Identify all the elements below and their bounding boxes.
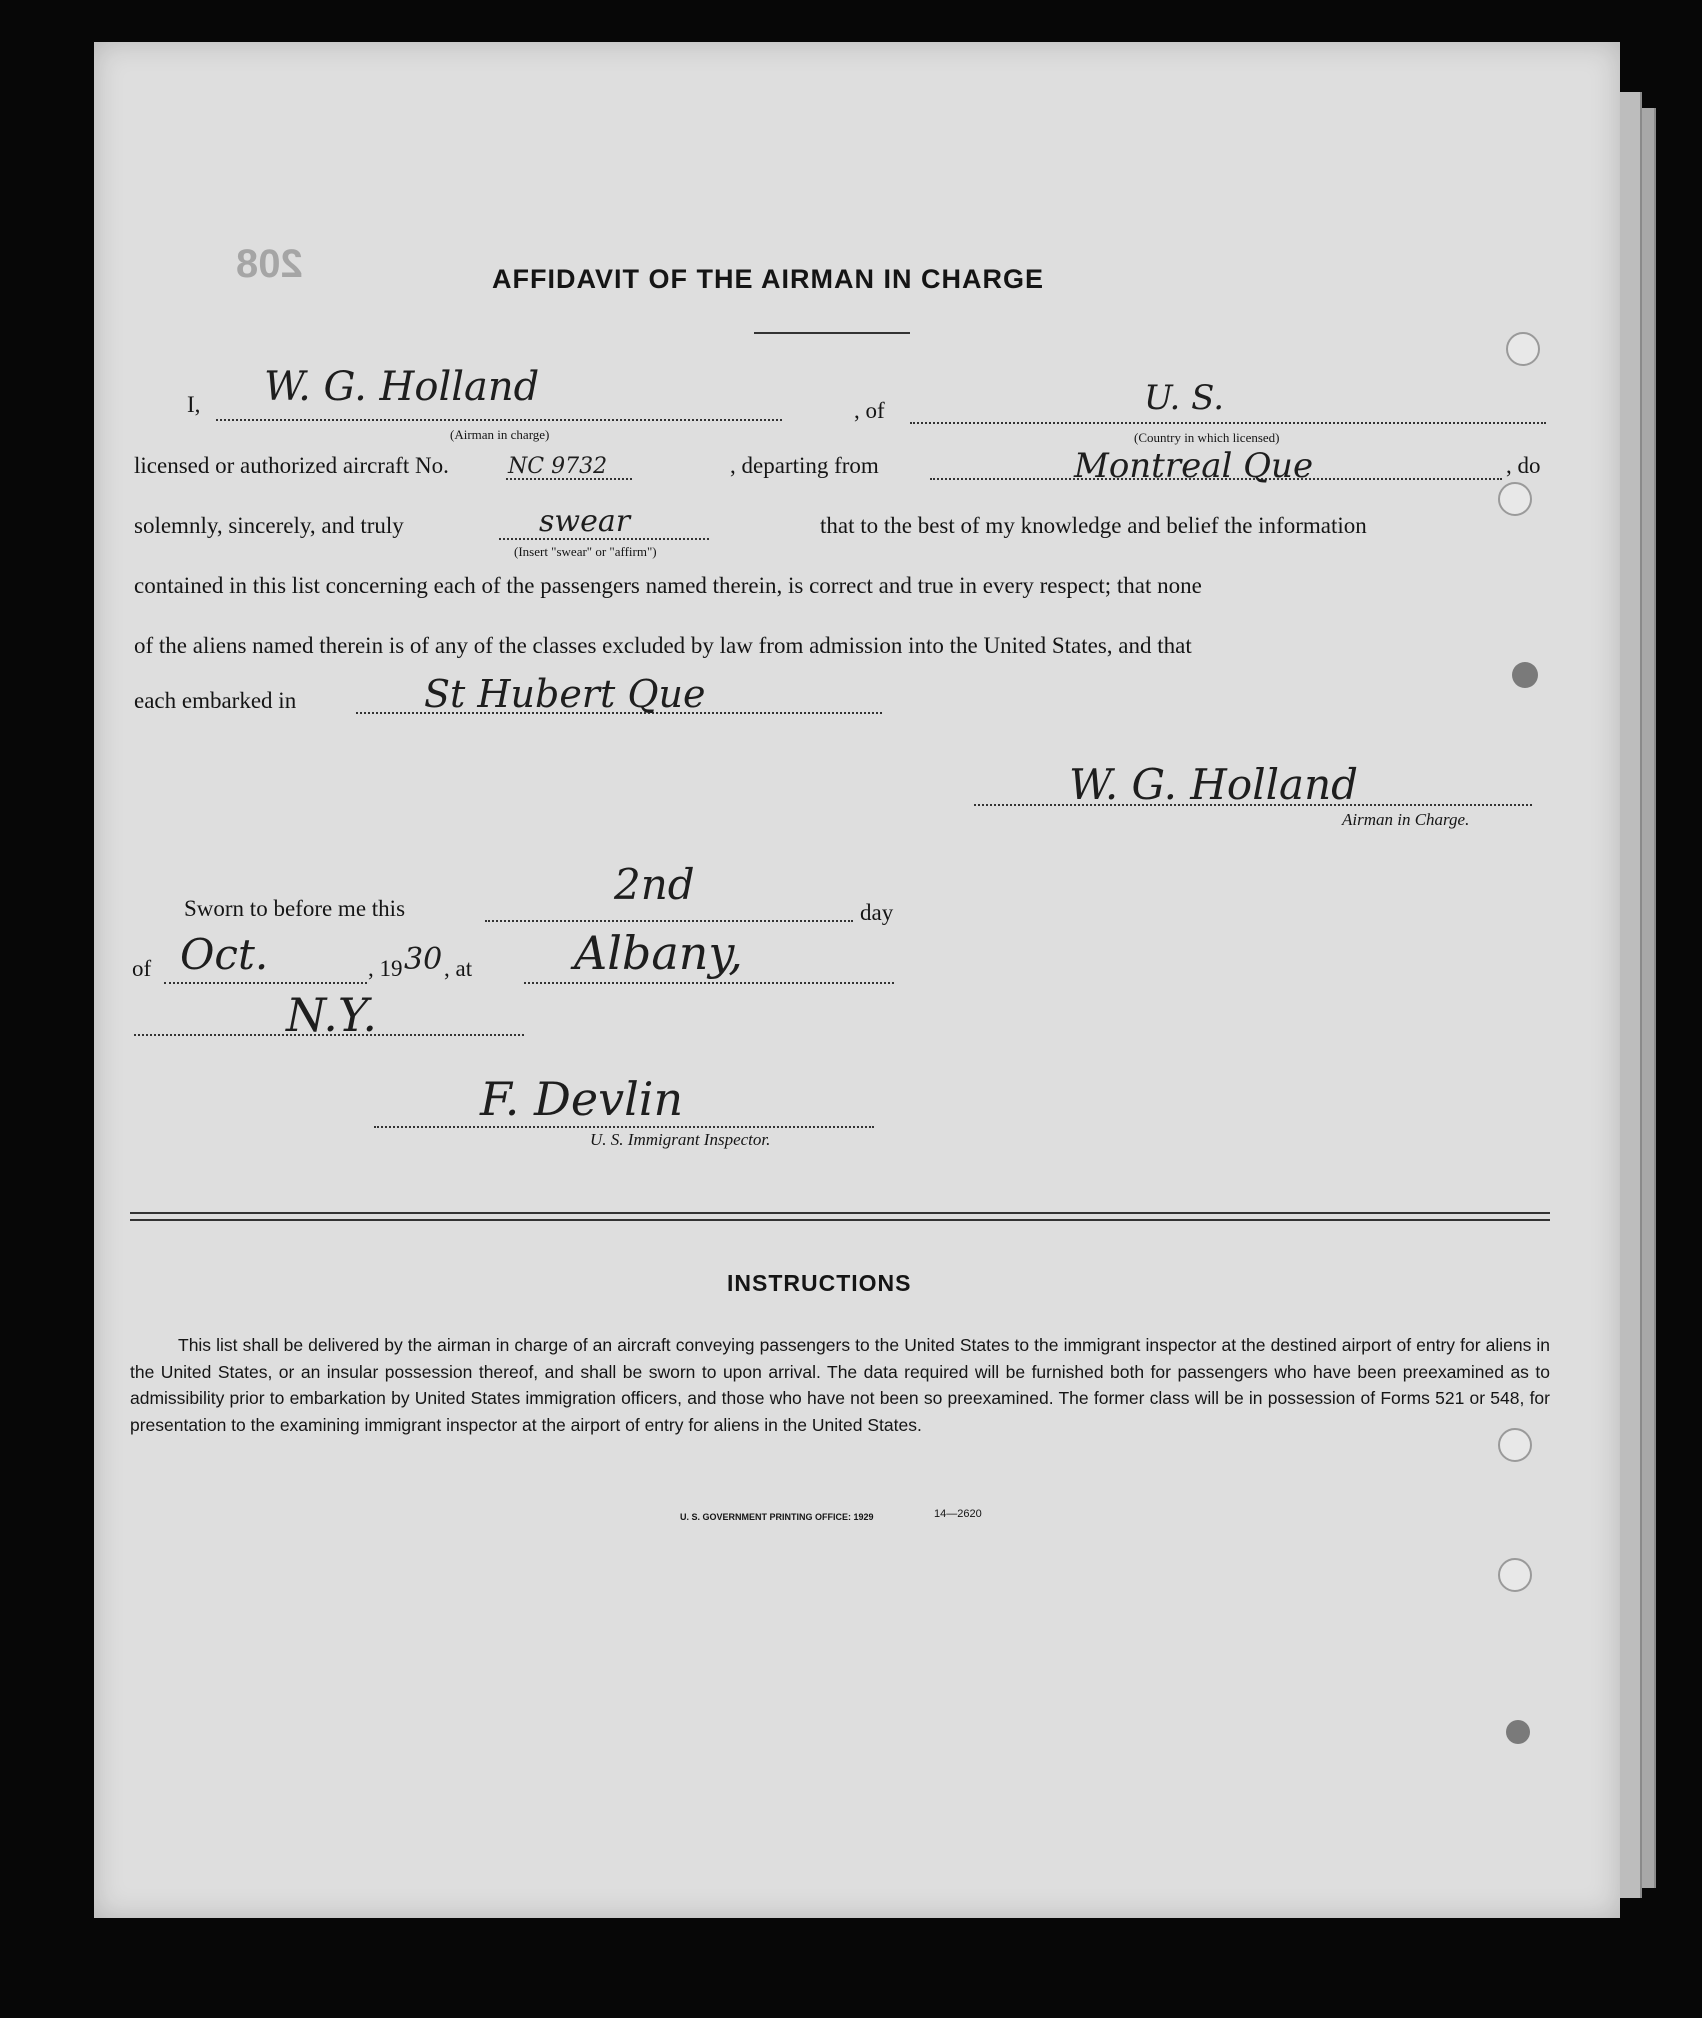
sworn-place-line bbox=[524, 982, 894, 984]
binder-hole bbox=[1498, 482, 1532, 516]
airman-signature: W. G. Holland bbox=[1069, 760, 1359, 809]
airman-name-handwritten: W. G. Holland bbox=[264, 364, 540, 410]
sworn-text-b: day bbox=[860, 900, 894, 925]
airman-caption: (Airman in charge) bbox=[450, 427, 550, 442]
sworn-day-handwritten: 2nd bbox=[614, 860, 695, 909]
sworn-month-line bbox=[164, 982, 367, 984]
sworn-place-handwritten: Albany, bbox=[574, 926, 743, 980]
inspector-signature-label: U. S. Immigrant Inspector. bbox=[590, 1130, 771, 1149]
airman-name-line bbox=[216, 419, 782, 421]
oath-handwritten: swear bbox=[539, 504, 631, 539]
printer-imprint: U. S. GOVERNMENT PRINTING OFFICE: 1929 bbox=[680, 1512, 874, 1522]
instructions-body: This list shall be delivered by the airman in charge of an aircraft conveying passengers to the United States to the immigrant inspector at the destined airport of entry for aliens in the United States, or an insular possession thereof, and shall be sworn to upon arrival. The data required will be furnished both for passengers who have been preexamined as to admissibility prior to embarkation by United States immigration officers, and those who have not been so preexamined. The former class will be in possession of Forms 521 or 548, for presentation to the examining immigrant inspector at the airport of entry for aliens in the United States. bbox=[130, 1335, 1550, 1435]
title-underline bbox=[754, 332, 910, 334]
sworn-of: of bbox=[132, 956, 152, 981]
binder-hole bbox=[1498, 1558, 1532, 1592]
line3-text-b: that to the best of my knowledge and belief the information bbox=[820, 513, 1367, 538]
sworn-at: , at bbox=[444, 956, 473, 981]
line2-text-a: licensed or authorized aircraft No. bbox=[134, 453, 449, 478]
binder-hole bbox=[1498, 1428, 1532, 1462]
binder-hole-stain bbox=[1512, 662, 1538, 688]
country-line bbox=[910, 422, 1546, 424]
section-divider bbox=[130, 1212, 1550, 1221]
sworn-text-a: Sworn to before me this bbox=[184, 896, 406, 921]
form-code: 14—2620 bbox=[934, 1508, 982, 1520]
line6-text: each embarked in bbox=[134, 688, 297, 713]
sworn-month-handwritten: Oct. bbox=[180, 930, 269, 979]
oath-caption: (Insert "swear" or "affirm") bbox=[514, 544, 657, 559]
inspector-signature-line bbox=[374, 1126, 874, 1128]
embarked-in-handwritten: St Hubert Que bbox=[424, 672, 706, 716]
sworn-year-prefix: , 19 bbox=[368, 956, 403, 981]
airman-signature-label: Airman in Charge. bbox=[1342, 810, 1470, 829]
line5-text: of the aliens named therein is of any of the classes excluded by law from admission into the United States, and that bbox=[134, 633, 1192, 658]
line2-text-b: , departing from bbox=[730, 453, 879, 478]
document-page bbox=[94, 42, 1620, 1918]
line2-text-c: , do bbox=[1506, 453, 1541, 478]
line1-of: , of bbox=[854, 398, 885, 423]
country-caption: (Country in which licensed) bbox=[1134, 430, 1280, 445]
binder-hole bbox=[1506, 332, 1540, 366]
inspector-signature: F. Devlin bbox=[480, 1072, 684, 1126]
line3-text-a: solemnly, sincerely, and truly bbox=[134, 513, 404, 538]
bleed-through-stamp-number: 208 bbox=[236, 242, 303, 286]
binder-hole-stain bbox=[1506, 1720, 1530, 1744]
instructions-heading: INSTRUCTIONS bbox=[727, 1270, 912, 1296]
departing-from-handwritten: Montreal Que bbox=[1074, 446, 1314, 486]
line1-prefix: I, bbox=[187, 392, 201, 417]
form-title: AFFIDAVIT OF THE AIRMAN IN CHARGE bbox=[492, 264, 1044, 294]
sworn-day-line bbox=[485, 920, 853, 922]
sworn-place-line2-handwritten: N.Y. bbox=[286, 988, 377, 1042]
sworn-year-handwritten: 30 bbox=[404, 942, 443, 977]
country-handwritten: U. S. bbox=[1144, 378, 1225, 418]
aircraft-no-handwritten: NC 9732 bbox=[508, 454, 608, 479]
line4-text: contained in this list concerning each of the passengers named therein, is correct and true in every respect; that none bbox=[134, 573, 1202, 598]
